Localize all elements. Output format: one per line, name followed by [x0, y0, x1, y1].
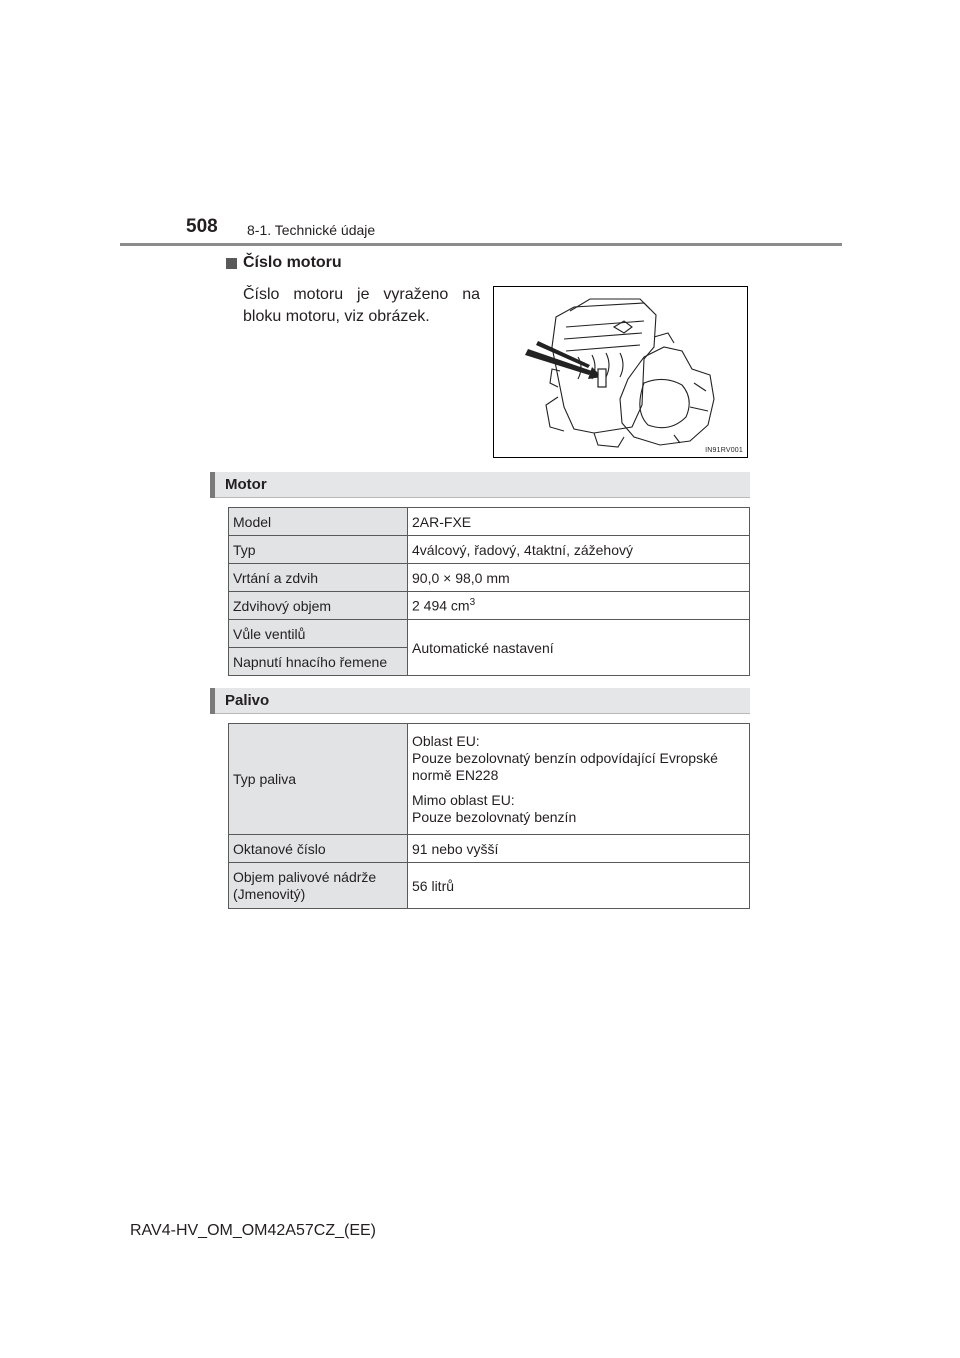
motor-belt-label: Napnutí hnacího řemene [229, 648, 408, 676]
fuel-non-eu-value: Pouze bezolovnatý benzín [412, 808, 577, 825]
section-square-icon [226, 258, 237, 269]
motor-displacement-cell [408, 592, 750, 620]
table-row [229, 536, 750, 564]
fuel-type-values [408, 724, 750, 835]
engine-figure [493, 286, 748, 458]
motor-valve-label: Vůle ventilů [229, 620, 408, 648]
engine-number-text: Číslo motoru je vyraženo na bloku motoru, viz obrázek. [243, 286, 480, 325]
fuel-eu-value: Pouze bezolovnatý benzín odpovídající Evropské normě EN228 [412, 749, 718, 783]
running-head: 8-1. Technické údaje [247, 222, 376, 238]
displacement-exponent: 3 [469, 597, 476, 609]
figure-code: IN91RV001 [705, 447, 743, 454]
fuel-eu-label: Oblast EU: [412, 732, 480, 749]
fuel-octane-label: Oktanové číslo [229, 835, 408, 863]
motor-bore-label: Vrtání a zdvih [229, 564, 408, 592]
fuel-non-eu-label: Mimo oblast EU: [412, 791, 515, 808]
fuel-spec-table [228, 723, 750, 909]
section-bar-fuel-title: Palivo [225, 692, 270, 709]
motor-model-label: Model [229, 508, 408, 536]
table-row [229, 620, 750, 648]
motor-bore-value: 90,0 × 98,0 mm [408, 564, 750, 592]
fuel-type-label: Typ paliva [229, 724, 408, 835]
footer-doc-code: RAV4-HV_OM_OM42A57CZ_(EE) [130, 1222, 376, 1239]
page-number: 508 [186, 216, 218, 237]
table-row [229, 724, 750, 835]
header-rule [120, 243, 842, 246]
fuel-tank-value: 56 litrů [408, 863, 750, 909]
section-title-engine-number: Číslo motoru [243, 254, 342, 271]
table-row [229, 592, 750, 620]
section-bar-motor-title: Motor [225, 476, 267, 493]
motor-spec-table [228, 507, 750, 676]
motor-model-value: 2AR-FXE [408, 508, 750, 536]
table-row [229, 564, 750, 592]
motor-type-value: 4válcový, řadový, 4taktní, zážehový [408, 536, 750, 564]
table-row [229, 835, 750, 863]
motor-displacement-value: 2 494 cm [412, 597, 470, 614]
fuel-octane-value: 91 nebo vyšší [408, 835, 750, 863]
motor-displacement-label: Zdvihový objem [229, 592, 408, 620]
motor-type-label: Typ [229, 536, 408, 564]
table-row [229, 863, 750, 909]
engine-illustration [494, 287, 749, 459]
motor-shared-value: Automatické nastavení [408, 620, 750, 676]
fuel-tank-label: Objem palivové nádrže (Jmenovitý) [229, 863, 408, 909]
section-bar-motor [210, 472, 750, 498]
table-row [229, 508, 750, 536]
section-bar-fuel [210, 688, 750, 714]
